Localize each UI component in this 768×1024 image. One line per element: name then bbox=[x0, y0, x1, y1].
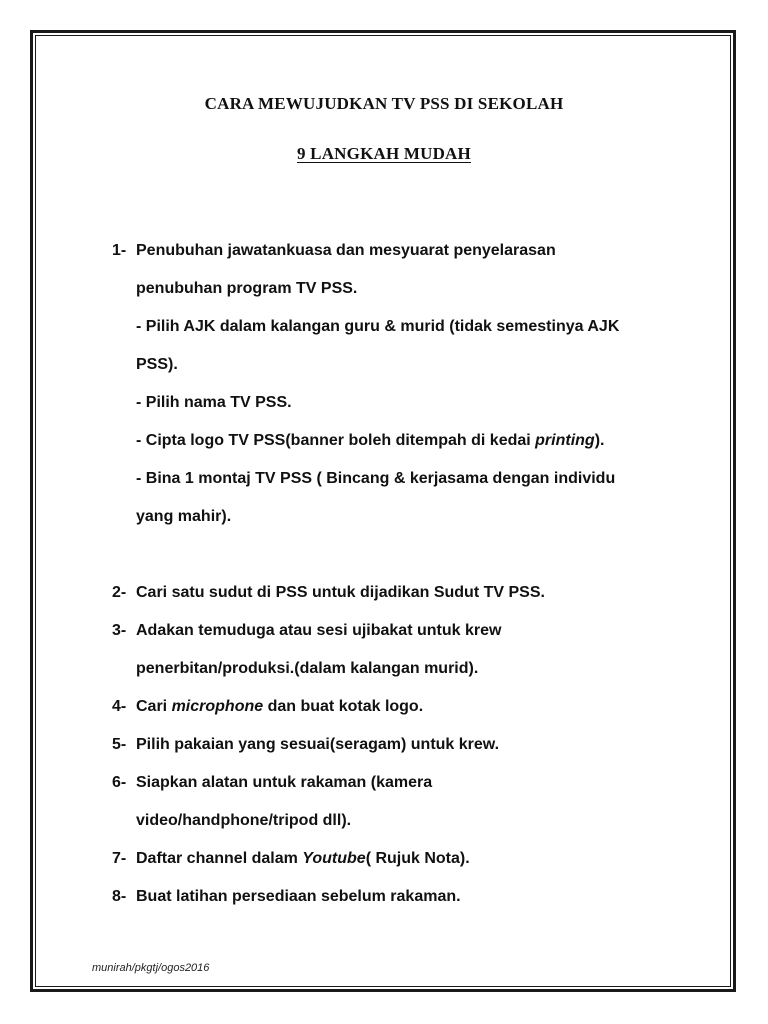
step-text: video/handphone/tripod dll). bbox=[136, 812, 352, 829]
step-text-part: Cari bbox=[136, 698, 172, 715]
step-text: Adakan temuduga atau sesi ujibakat untuk krew bbox=[136, 622, 502, 639]
step-text-italic: microphone bbox=[171, 698, 264, 715]
step-text-part: Daftar channel dalam bbox=[136, 850, 303, 867]
step-text: Cari satu sudut di PSS untuk dijadikan Sudut TV PSS. bbox=[136, 584, 545, 601]
step-text: Penubuhan jawatankuasa dan mesyuarat penyelarasan bbox=[136, 242, 556, 259]
subtitle-text: 9 LANGKAH MUDAH bbox=[297, 144, 471, 163]
step-text: penubuhan program TV PSS. bbox=[136, 280, 358, 297]
step-number: 8- bbox=[112, 888, 127, 905]
step-text: Siapkan alatan untuk rakaman (kamera bbox=[136, 774, 433, 791]
step-number: 3- bbox=[112, 622, 127, 639]
step-text bbox=[136, 698, 423, 716]
step-text: penerbitan/produksi.(dalam kalangan murid). bbox=[136, 660, 479, 677]
step-text: PSS). bbox=[136, 356, 178, 373]
step-number: 5- bbox=[112, 736, 127, 753]
document-subtitle bbox=[0, 144, 768, 164]
step-text-part: - Cipta logo TV PSS(banner boleh ditempah di kedai bbox=[136, 432, 536, 449]
step-text: Buat latihan persediaan sebelum rakaman. bbox=[136, 888, 461, 905]
step-text-italic: printing bbox=[535, 432, 595, 449]
step-text-part: ( Rujuk Nota). bbox=[365, 850, 470, 867]
step-text: - Pilih AJK dalam kalangan guru & murid (tidak semestinya AJK bbox=[136, 318, 620, 335]
step-number: 4- bbox=[112, 698, 127, 715]
footer-credit: munirah/pkgtj/ogos2016 bbox=[92, 962, 210, 974]
step-number: 6- bbox=[112, 774, 127, 791]
step-number: 1- bbox=[112, 242, 127, 259]
step-text bbox=[136, 850, 470, 868]
step-text: - Pilih nama TV PSS. bbox=[136, 394, 292, 411]
step-text bbox=[136, 432, 604, 450]
step-text-part: dan buat kotak logo. bbox=[263, 698, 424, 715]
step-number: 7- bbox=[112, 850, 127, 867]
step-number: 2- bbox=[112, 584, 127, 601]
step-text: yang mahir). bbox=[136, 508, 232, 525]
step-text-part: ). bbox=[594, 432, 605, 449]
step-text-italic: Youtube bbox=[302, 850, 366, 867]
step-text: - Bina 1 montaj TV PSS ( Bincang & kerjasama dengan individu bbox=[136, 470, 616, 487]
step-text: Pilih pakaian yang sesuai(seragam) untuk krew. bbox=[136, 736, 500, 753]
document-title: CARA MEWUJUDKAN TV PSS DI SEKOLAH bbox=[204, 94, 564, 113]
